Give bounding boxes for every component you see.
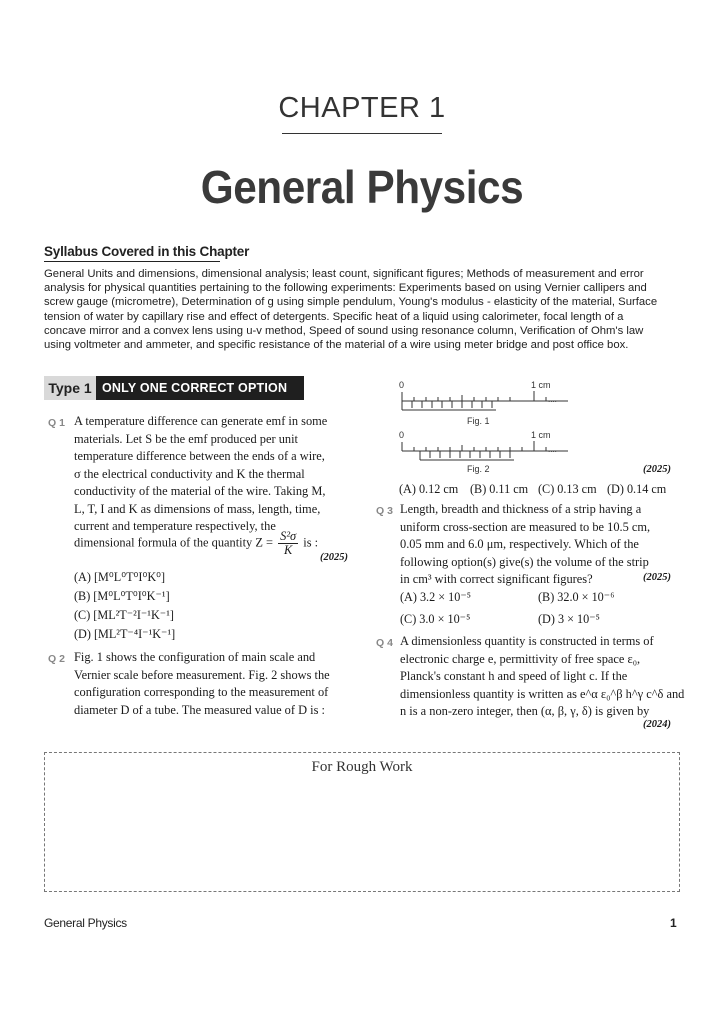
question-1-text: [74, 413, 359, 536]
rough-work-title: For Rough Work: [311, 759, 413, 775]
formula-fraction: [278, 530, 298, 557]
question-line: Planck's constant h and speed of light c. If the: [400, 669, 628, 683]
syllabus-body: [44, 267, 684, 352]
option-b: (B) 32.0 × 10⁻⁶: [538, 590, 615, 604]
fig1-cm-label: 1 cm: [531, 380, 551, 390]
vernier-scale-fig1: [396, 390, 576, 414]
fig1-zero-label: 0: [399, 380, 405, 390]
syllabus-line: analysis for physical quantities pertaining to the following experiments: Experiments based on using Vernier callipers and: [44, 282, 647, 295]
syllabus-underline: [44, 261, 220, 262]
year-tag: (2024): [643, 719, 671, 730]
year-tag: (2025): [320, 552, 348, 563]
fraction-numerator: S²σ: [280, 529, 297, 543]
question-number: Q 4: [376, 637, 393, 649]
chapter-label: CHAPTER 1: [278, 92, 446, 124]
question-line: temperature difference between the ends of a wire,: [74, 449, 325, 463]
option-b: (B) 0.11 cm: [470, 482, 529, 496]
question-line: electronic charge e, permittivity of free space ε₀,: [400, 651, 641, 666]
fig1-caption: Fig. 1: [467, 416, 490, 426]
page-number: 1: [670, 916, 677, 930]
option-d: (D) 3 × 10⁻⁵: [538, 612, 600, 626]
syllabus-line: screw gauge (micrometre), Determination of g using simple pendulum, Young's modulus - elasticity of the material, Surface: [44, 296, 658, 309]
question-line: σ the electrical conductivity and K the thermal: [74, 466, 305, 481]
fraction-denominator: K: [284, 543, 293, 557]
question-line: in cm³ with correct significant figures?: [400, 572, 593, 586]
question-line: materials. Let S be the emf produced per unit: [74, 431, 298, 446]
fig2-caption: Fig. 2: [467, 464, 490, 474]
option-c: (C) 0.13 cm: [538, 482, 597, 496]
fig2-zero-label: 0: [399, 430, 405, 440]
question-line: 0.05 mm and 6.0 μm, respectively. Which of the: [400, 537, 639, 551]
vernier-scale-fig2: [396, 440, 576, 464]
option-c: (C) [ML²T⁻²I⁻¹K⁻¹]: [74, 608, 174, 622]
question-line: A dimensionless quantity is constructed in terms of: [400, 634, 654, 648]
page-title: General Physics: [200, 161, 524, 213]
question-line: Vernier scale before measurement. Fig. 2 shows the: [74, 667, 330, 682]
option-c: (C) 3.0 × 10⁻⁵: [400, 612, 471, 626]
fig2-cm-label: 1 cm: [531, 430, 551, 440]
question-line: A temperature difference can generate emf in some: [74, 414, 328, 428]
question-4-text: [400, 633, 685, 721]
question-line: uniform cross-section are measured to be 10.5 cm,: [400, 519, 651, 534]
question-line: following option(s) give(s) the volume of the strip: [400, 554, 649, 569]
type-label: ONLY ONE CORRECT OPTION: [96, 376, 304, 400]
syllabus-line: General Units and dimensions, dimensional analysis; least count, significant figures; Methods of measurement and error: [44, 268, 644, 280]
syllabus-heading: Syllabus Covered in this Chapter: [44, 244, 250, 259]
type-badge: [44, 376, 304, 400]
question-line: Fig. 1 shows the configuration of main scale and: [74, 650, 316, 664]
question-line: Length, breadth and thickness of a strip having a: [400, 502, 642, 516]
question-line: conductivity of the material of the wire. Taking M,: [74, 484, 326, 498]
option-b: (B) [M⁰L⁰T⁰I⁰K⁻¹]: [74, 589, 170, 603]
syllabus-line: using voltmeter and ammeter, and specific resistance of the material of a wire using meter bridge and post office box.: [44, 339, 629, 352]
year-tag: (2025): [643, 572, 671, 583]
option-d: (D) [ML²T⁻⁴I⁻¹K⁻¹]: [74, 627, 176, 641]
svg-text:....: ....: [548, 395, 557, 404]
syllabus-line: concave mirror and a convex lens using u-v method, Speed of sound using resonance column, Verification of Ohm's law: [44, 324, 644, 337]
footer-chapter-name: General Physics: [44, 916, 127, 930]
option-a: (A) [M⁰L⁰T⁰I⁰K⁰]: [74, 570, 166, 584]
chapter-underline: [282, 133, 442, 134]
question-number: Q 3: [376, 505, 393, 517]
question-number: Q 2: [48, 653, 65, 665]
question-2-text: [74, 649, 359, 719]
type-number: Type 1: [44, 376, 96, 400]
svg-text:....: ....: [548, 445, 557, 454]
option-d: (D) 0.14 cm: [607, 482, 667, 496]
question-number: Q 1: [48, 417, 65, 429]
question-line: diameter D of a tube. The measured value of D is :: [74, 702, 325, 717]
option-a: (A) 3.2 × 10⁻⁵: [400, 590, 472, 604]
option-a: (A) 0.12 cm: [399, 482, 459, 496]
syllabus-line: tension of water by capillary rise and effect of detergents. Specific heat of a liquid using calorimeter, focal length of a: [44, 310, 624, 323]
formula-prefix: dimensional formula of the quantity Z =: [74, 535, 274, 550]
question-line: n is a non-zero integer, then (α, β, γ, δ) is given by: [400, 704, 650, 718]
formula-suffix: is :: [303, 535, 319, 550]
question-line: dimensionless quantity is written as e^α ε₀^β h^γ c^δ and: [400, 686, 685, 701]
question-line: configuration corresponding to the measurement of: [74, 685, 329, 699]
question-line: current and temperature respectively, the: [74, 519, 276, 533]
rough-work-box: [44, 752, 680, 892]
question-line: L, T, I and K as dimensions of mass, length, time,: [74, 501, 321, 516]
year-tag: (2025): [643, 464, 671, 475]
